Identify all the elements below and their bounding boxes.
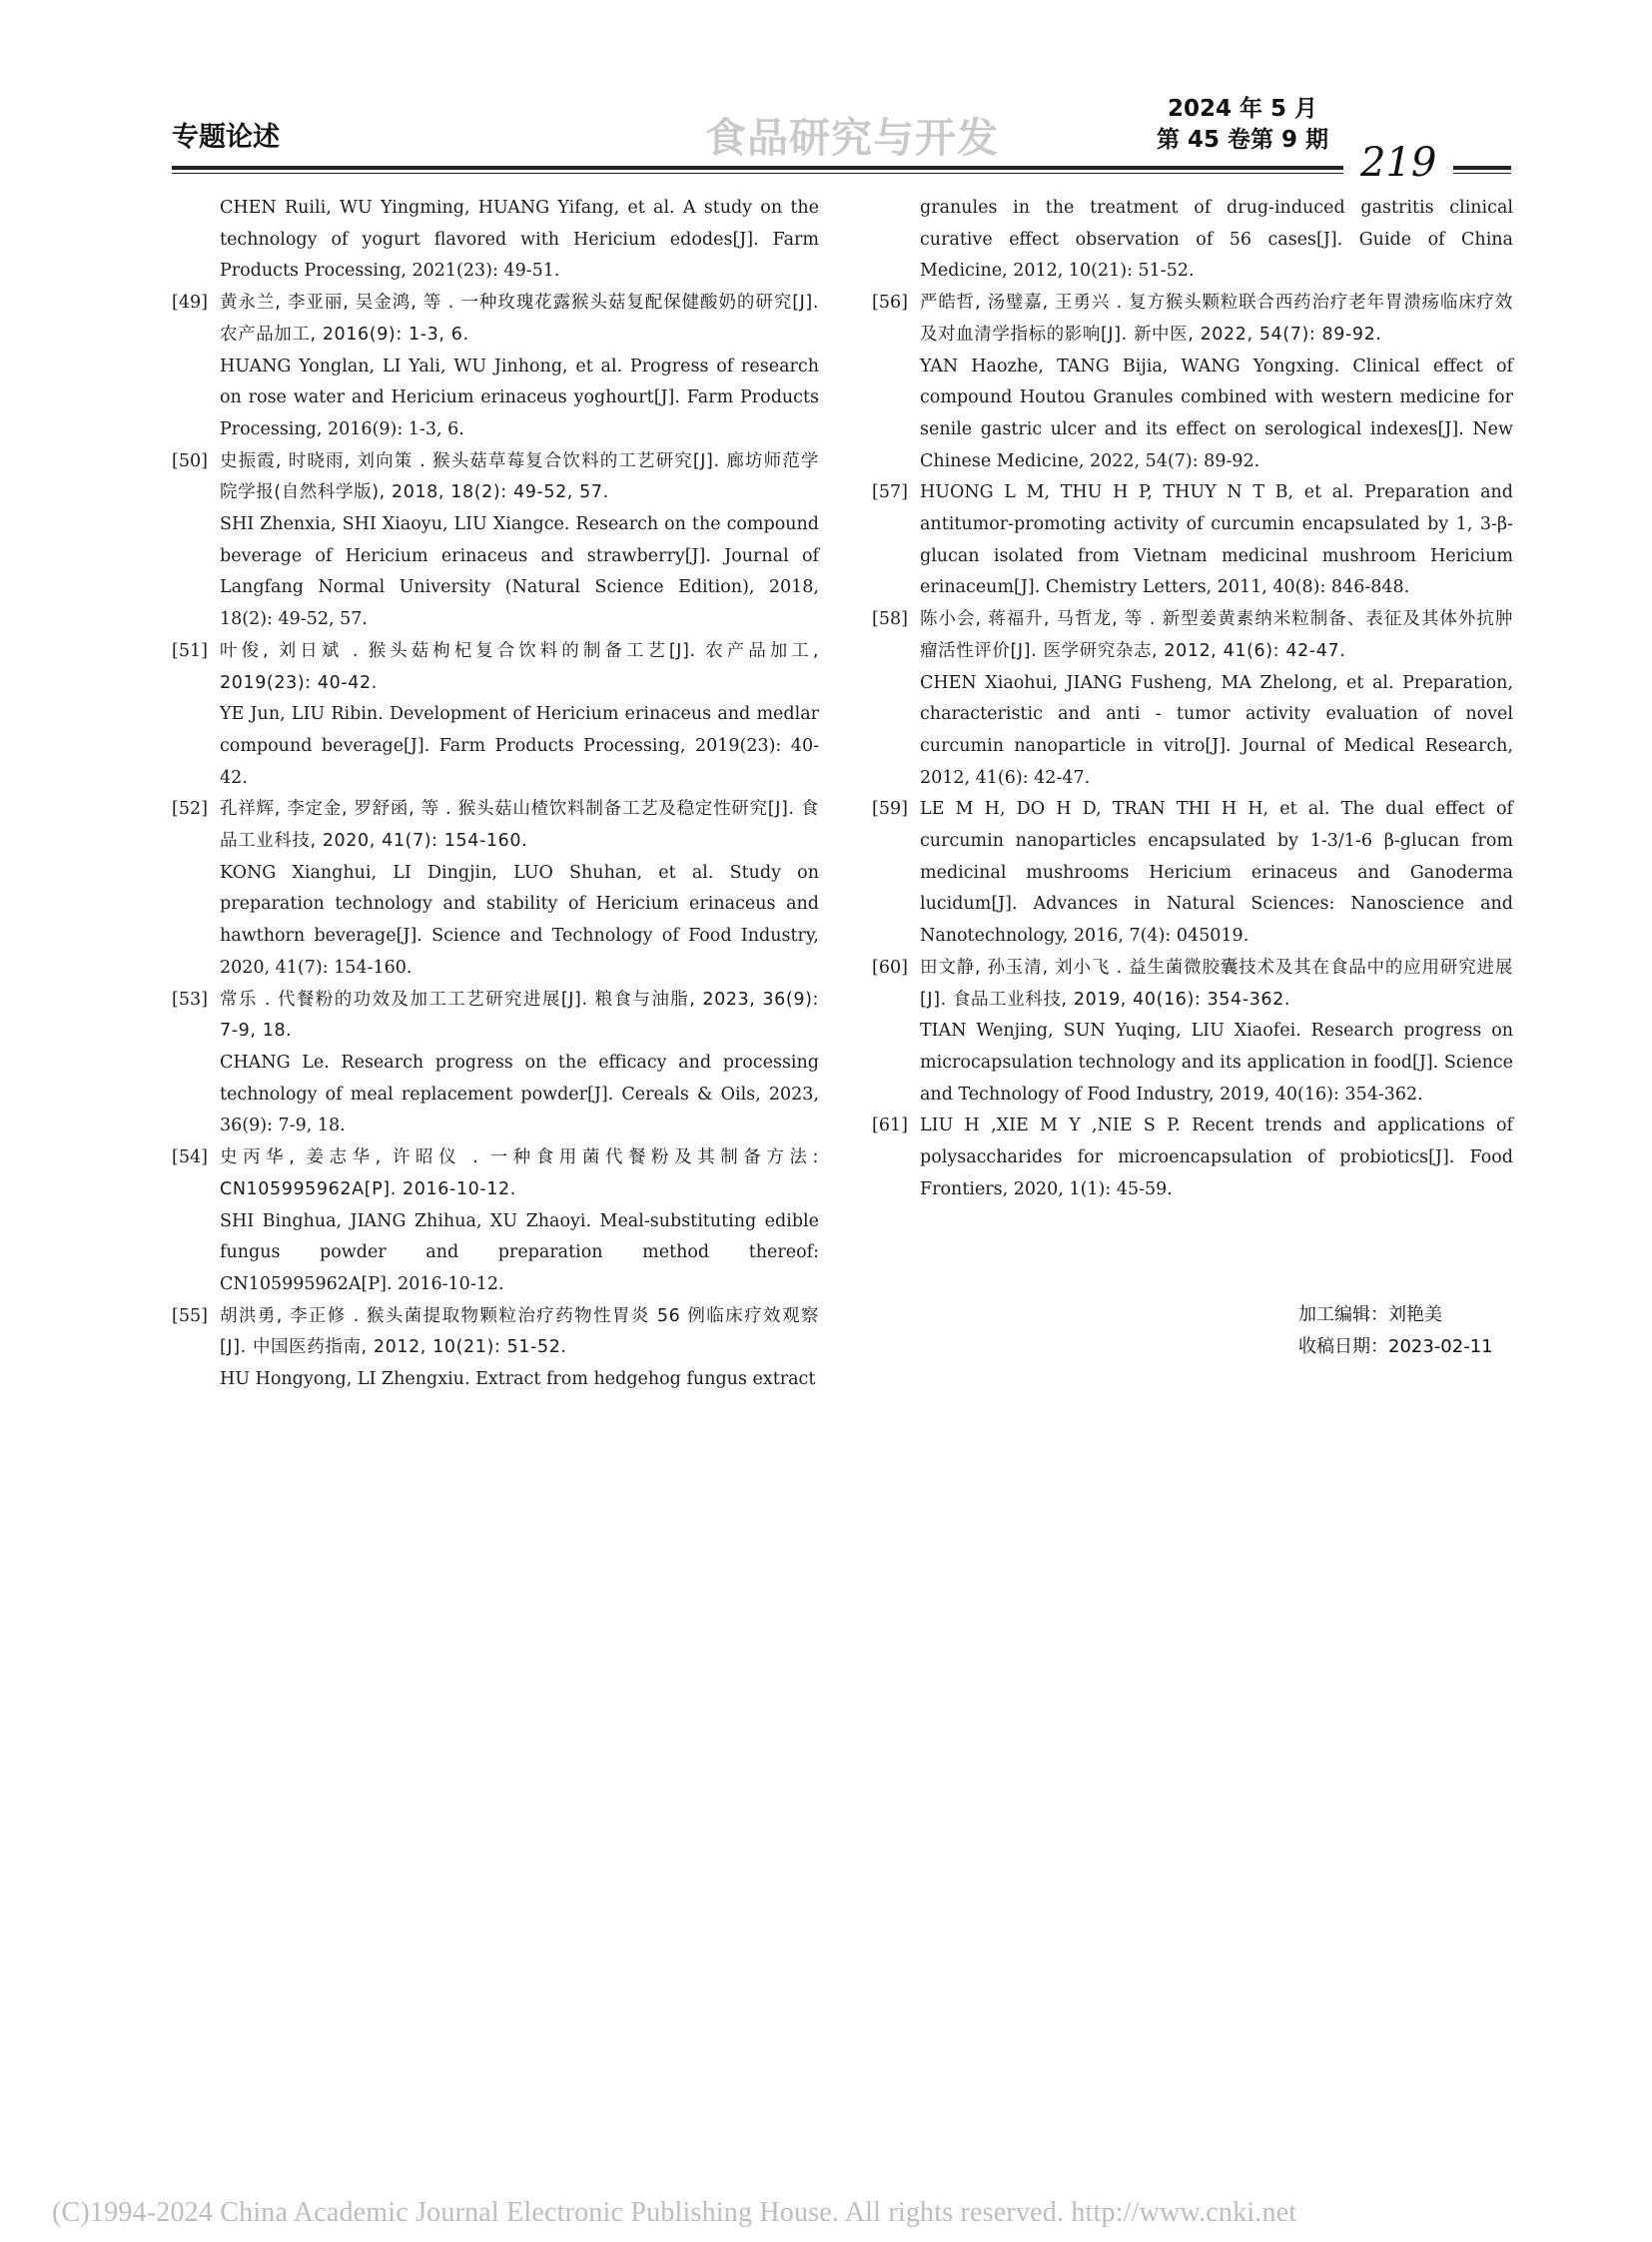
header-rule — [172, 166, 1343, 170]
copyright-footer: (C)1994-2024 China Academic Journal Electronic Publishing House. All rights reserved. http://www.cnki.net — [52, 2197, 1297, 2228]
reference-item — [172, 636, 819, 795]
reference-item — [872, 953, 1513, 1112]
issue-info — [1157, 94, 1328, 156]
reference-item — [172, 1142, 819, 1301]
reference-item — [872, 1111, 1513, 1205]
reference-number: [51] — [172, 640, 208, 661]
reference-chinese: 陈小会, 蒋福升, 马哲龙, 等 . 新型姜黄素纳米粒制备、表征及其体外抗肿瘤活性评价[J]. 医学研究杂志, 2012, 41(6): 42-47. — [920, 609, 1513, 661]
reference-english: TIAN Wenjing, SUN Yuqing, LIU Xiaofei. Research progress on microcapsulation technology and its application in food[J]. Science and Technology of Food Industry, 2019, 40(16): 354-362. — [920, 1021, 1513, 1105]
reference-number: [61] — [872, 1116, 908, 1136]
issue-volume: 第 45 卷第 9 期 — [1157, 127, 1329, 153]
reference-chinese: 田文静, 孙玉清, 刘小飞 . 益生菌微胶囊技术及其在食品中的应用研究进展[J]. 食品工业科技, 2019, 40(16): 354-362. — [920, 957, 1513, 1010]
header-rule-tail-thin — [1453, 173, 1511, 174]
reference-number: [54] — [172, 1147, 208, 1168]
reference-item — [172, 446, 819, 636]
reference-number: [56] — [872, 293, 908, 314]
reference-chinese: 史丙华, 姜志华, 许昭仪 . 一种食用菌代餐粉及其制备方法: CN105995962A[P]. 2016-10-12. — [220, 1147, 819, 1199]
left-reference-column — [172, 193, 819, 1396]
page-number: 219 — [1360, 140, 1437, 186]
reference-number: [60] — [872, 957, 908, 978]
reference-english: HUONG L M, THU H P, THUY N T B, et al. Preparation and antitumor-promoting activity of curcumin encapsulated by 1, 3-β-glucan isolated from Vietnam medicinal mushroom Hericium erinaceum[J]. Chemistry Letters, 2011, 40(8): 846-848. — [920, 482, 1513, 598]
reference-chinese: 严皓哲, 汤璧嘉, 王勇兴 . 复方猴头颗粒联合西药治疗老年胃溃疡临床疗效及对血清学指标的影响[J]. 新中医, 2022, 54(7): 89-92. — [920, 293, 1513, 345]
reference-chinese: 孔祥辉, 李定金, 罗舒函, 等 . 猴头菇山楂饮料制备工艺及稳定性研究[J]. 食品工业科技, 2020, 41(7): 154-160. — [220, 799, 819, 852]
reference-english: KONG Xianghui, LI Dingjin, LUO Shuhan, et al. Study on preparation technology and stability of Hericium erinaceus and hawthorn beverage[J]. Science and Technology of Food Industry, 2020, 41(7): 154-160. — [220, 862, 819, 978]
reference-english: LE M H, DO H D, TRAN THI H H, et al. The dual effect of curcumin nanoparticles encapsulated by 1-3/1-6 β-glucan from medicinal mushrooms Hericium erinaceus and Ganoderma lucidum[J]. Advances in Natural Sciences: Nanoscience and Nanotechnology, 2016, 7(4): 045019. — [920, 799, 1513, 947]
reference-list-left — [172, 288, 819, 1396]
reference-item — [872, 604, 1513, 794]
reference-item — [872, 794, 1513, 953]
reference-item — [172, 985, 819, 1143]
reference-chinese: 常乐 . 代餐粉的功效及加工工艺研究进展[J]. 粮食与油脂, 2023, 36(9): 7-9, 18. — [220, 989, 819, 1042]
reference-item — [172, 288, 819, 446]
reference-chinese: 叶俊, 刘日斌 . 猴头菇枸杞复合饮料的制备工艺[J]. 农产品加工, 2019(23): 40-42. — [220, 640, 819, 693]
header-rule-thin — [172, 173, 1343, 174]
reference-english: YE Jun, LIU Ribin. Development of Hericium erinaceus and medlar compound beverage[J]. Farm Products Processing, 2019(23): 40-42. — [220, 704, 819, 788]
journal-title: 食品研究与开发 — [705, 114, 999, 162]
reference-item — [872, 288, 1513, 477]
reference-chinese: 黄永兰, 李亚丽, 吴金鸿, 等 . 一种玫瑰花露猴头菇复配保健酸奶的研究[J]. 农产品加工, 2016(9): 1-3, 6. — [220, 293, 819, 345]
reference-english: YAN Haozhe, TANG Bijia, WANG Yongxing. Clinical effect of compound Houtou Granules combined with western medicine for senile gastric ulcer and its effect on serological indexes[J]. New Chinese Medicine, 2022, 54(7): 89-92. — [920, 356, 1513, 471]
reference-english: SHI Binghua, JIANG Zhihua, XU Zhaoyi. Meal-substituting edible fungus powder and preparation method thereof: CN105995962A[P]. 2016-10-12. — [220, 1210, 819, 1294]
reference-item — [872, 477, 1513, 604]
right-reference-column — [872, 193, 1513, 1206]
reference-english: CHEN Xiaohui, JIANG Fusheng, MA Zhelong, et al. Preparation, characteristic and anti - tumor activity evaluation of novel curcumin nanoparticle in vitro[J]. Journal of Medical Research, 2012, 41(6): 42-47. — [920, 672, 1513, 788]
reference-english: SHI Zhenxia, SHI Xiaoyu, LIU Xiangce. Research on the compound beverage of Hericium erinaceus and strawberry[J]. Journal of Langfang Normal University (Natural Science Edition), 2018, 18(2): 49-52, 57. — [220, 514, 819, 630]
reference-continuation: CHEN Ruili, WU Yingming, HUANG Yifang, et al. A study on the technology of yogurt flavored with Hericium edodes[J]. Farm Products Processing, 2021(23): 49-51. — [220, 198, 819, 282]
section-label: 专题论述 — [172, 122, 280, 153]
reference-item — [172, 1301, 819, 1396]
reference-chinese: 胡洪勇, 李正修 . 猴头菌提取物颗粒治疗药物性胃炎 56 例临床疗效观察[J]. 中国医药指南, 2012, 10(21): 51-52. — [220, 1305, 819, 1358]
issue-date: 2024 年 5 月 — [1168, 96, 1318, 122]
reference-number: [57] — [872, 482, 908, 503]
reference-number: [49] — [172, 293, 208, 314]
reference-list-right — [872, 288, 1513, 1205]
reference-number: [53] — [172, 989, 208, 1010]
received-date: 收稿日期：2023-02-11 — [1298, 1336, 1493, 1357]
reference-english: HU Hongyong, LI Zhengxiu. Extract from hedgehog fungus extract — [220, 1369, 816, 1390]
reference-number: [59] — [872, 799, 908, 820]
editor-note — [1298, 1299, 1493, 1363]
editor-name: 加工编辑：刘艳美 — [1298, 1304, 1442, 1325]
reference-number: [55] — [172, 1305, 208, 1326]
reference-item — [172, 794, 819, 984]
reference-continuation: granules in the treatment of drug-induced gastritis clinical curative effect observation of 56 cases[J]. Guide of China Medicine, 2012, 10(21): 51-52. — [920, 198, 1513, 282]
header-rule-tail — [1453, 166, 1511, 170]
reference-english: HUANG Yonglan, LI Yali, WU Jinhong, et al. Progress of research on rose water and Hericium erinaceus yoghourt[J]. Farm Products Processing, 2016(9): 1-3, 6. — [220, 356, 819, 439]
reference-english: CHANG Le. Research progress on the efficacy and processing technology of meal replacement powder[J]. Cereals & Oils, 2023, 36(9): 7-9, 18. — [220, 1052, 819, 1136]
reference-number: [50] — [172, 450, 208, 471]
reference-number: [58] — [872, 609, 908, 630]
reference-number: [52] — [172, 799, 208, 820]
reference-english: LIU H ,XIE M Y ,NIE S P. Recent trends and applications of polysaccharides for microencapsulation of probiotics[J]. Food Frontiers, 2020, 1(1): 45-59. — [920, 1116, 1513, 1199]
reference-chinese: 史振霞, 时晓雨, 刘向策 . 猴头菇草莓复合饮料的工艺研究[J]. 廊坊师范学院学报(自然科学版), 2018, 18(2): 49-52, 57. — [220, 450, 819, 503]
